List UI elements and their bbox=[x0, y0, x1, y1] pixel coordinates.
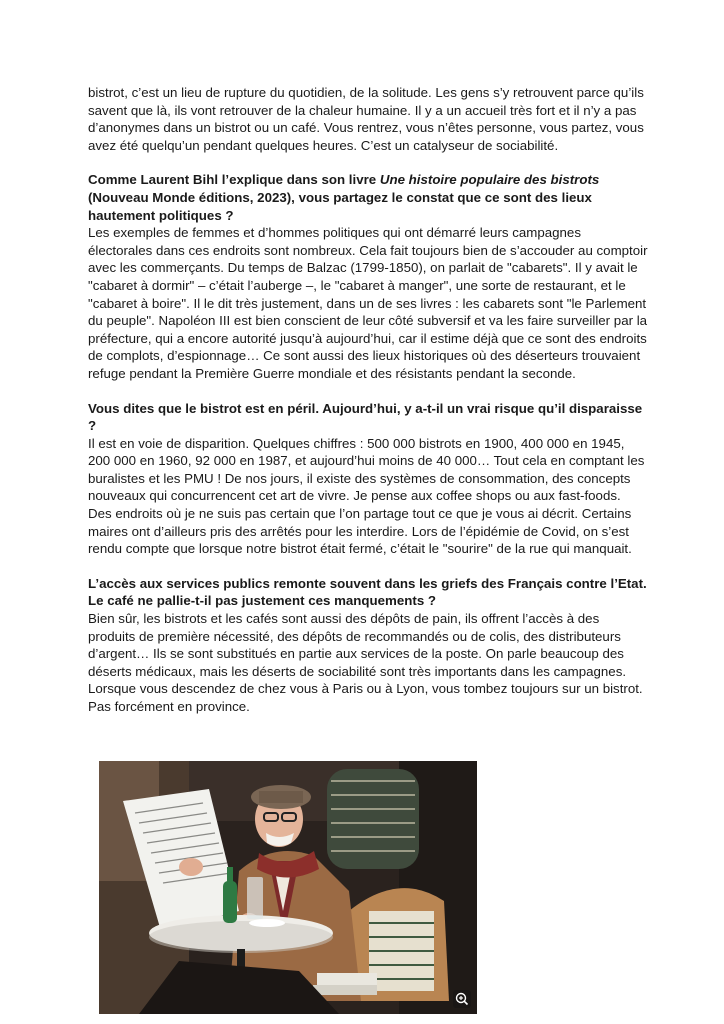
cut-off-caption bbox=[99, 1016, 477, 1024]
intro-paragraph: bistrot, c’est un lieu de rupture du quotidien, de la solitude. Les gens s’y retrouvent parce qu’ils savent que là, ils vont retrouver de la chaleur humaine. Il y a un accueil très fort et il n’y a pas d’anonymes dans un bistrot ou un café. Vous rentrez, vous n’êtes personne, vous partez, vous avez été quelqu’un pendant quelques heures. C’est un catalyseur de sociabilité. bbox=[88, 85, 644, 153]
book-title: Une histoire populaire des bistrots bbox=[379, 172, 600, 188]
article-body bbox=[88, 84, 648, 716]
question-heading: Vous dites que le bistrot est en péril. Aujourd’hui, y a-t-il un vrai risque qu’il disparaisse ? bbox=[88, 400, 643, 434]
answer-paragraph: Bien sûr, les bistrots et les cafés sont aussi des dépôts de pain, ils offrent l’accès à des produits de première nécessité, des dépôts de recommandés ou de colis, des distributeurs d’argent… Ils se sont substitués en partie aux services de la poste. On parle beaucoup des déserts médicaux, mais les déserts de sociabilité sont très importants dans les campagnes. Lorsque vous descendez de chez vous à Paris ou à Lyon, vous tombez toujours sur un bistrot. Pas forcément en province. bbox=[88, 611, 643, 714]
interview-section-public-services bbox=[88, 575, 648, 716]
question-text: Comme Laurent Bihl l’explique dans son livre bbox=[88, 172, 380, 188]
question-text: (Nouveau Monde éditions, 2023), vous partagez le constat que ce sont des lieux hautement politiques ? bbox=[88, 189, 592, 223]
article-photo[interactable] bbox=[99, 761, 477, 1014]
magnifier-plus-icon bbox=[453, 990, 471, 1008]
answer-paragraph: Il est en voie de disparition. Quelques chiffres : 500 000 bistrots en 1900, 400 000 en 1945, 200 000 en 1960, 92 000 en 1987, et aujourd’hui moins de 40 000… Tout cela en comptant les buralistes et les PMU ! De nos jours, il existe des systèmes de consommation, des concepts nouveaux qui concurrencent cet art de vivre. Je pense aux coffee shops ou aux fast-foods. Des endroits où je ne suis pas certain que l’on partage tout ce que je vous ai décrit. Certains maires ont d’ailleurs pris des arrêtés pour les interdire. Lors de l’épidémie de Covid, on s’est rendu compte que lorsque notre bistrot était fermé, c’était le "sourire" de la rue qui manquait. bbox=[88, 435, 645, 557]
question-heading bbox=[88, 171, 648, 224]
answer-paragraph: Les exemples de femmes et d’hommes politiques qui ont démarré leurs campagnes électorales dans ces endroits sont nombreux. Cela fait toujours bien de s’accouder au comptoir avec les commerçants. Du temps de Balzac (1799-1850), on parlait de "cabarets". Il y avait le "cabaret à dormir" – c’était l’auberge –, le "cabaret à manger", une sorte de restaurant, et le "cabaret à boire". Il le dit très justement, dans un de ses livres : les cabarets sont "le Parlement du peuple". Napoléon III est bien conscient de leur côté subversif et va les faire surveiller par la préfecture, qui a encore autorité jusqu’à aujourd’hui, car il estime déjà que ce sont des endroits de complots, d’espionnage… Ce sont aussi des lieux historiques où des déserteurs trouvaient refuge pendant la Première Guerre mondiale et des résistants pendant la seconde. bbox=[88, 225, 648, 381]
zoom-button[interactable] bbox=[453, 990, 471, 1008]
interview-section-politics bbox=[88, 171, 648, 382]
cafe-scene-illustration bbox=[99, 761, 477, 1014]
interview-section-peril bbox=[88, 400, 648, 558]
question-heading: L’accès aux services publics remonte souvent dans les griefs des Français contre l’Etat. Le café ne pallie-t-il pas justement ces manquements ? bbox=[88, 575, 647, 609]
